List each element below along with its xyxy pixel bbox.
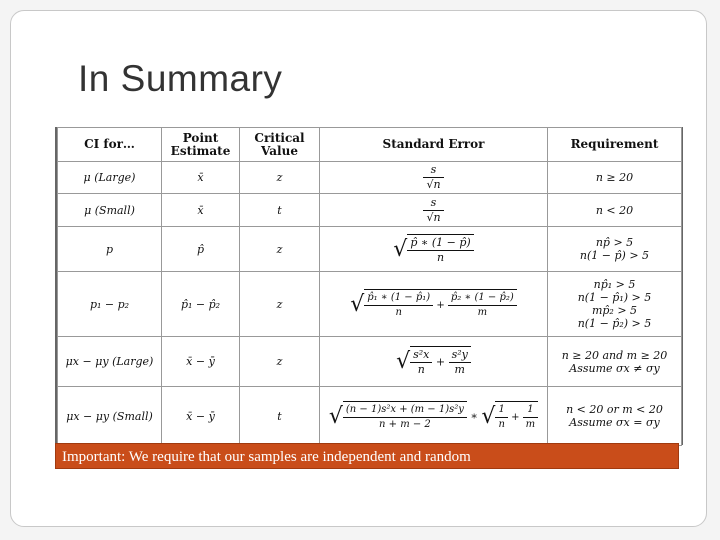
- header-standard-error: Standard Error: [320, 128, 548, 162]
- table-row: [58, 227, 682, 272]
- se-cell: [320, 337, 548, 387]
- se-denominator: √n: [423, 177, 443, 192]
- se-denominator: n + m − 2: [343, 417, 467, 432]
- se-numerator: s: [430, 195, 437, 209]
- req-line: np̂₁ > 5: [593, 278, 636, 291]
- se-denominator: m: [523, 417, 538, 432]
- req-line: n ≥ 20 and m ≥ 20: [561, 348, 668, 362]
- se-fraction: [343, 403, 467, 432]
- estimate-cell: x̄: [162, 194, 240, 227]
- estimate-cell: x̄ − ȳ: [162, 337, 240, 387]
- req-line: np̂ > 5: [595, 236, 634, 249]
- sqrt-symbol: √ $\frac{\text{s²x}}{n}$ + $\frac{\text{s²y}}{m}$: [396, 346, 471, 377]
- important-banner: Important: We require that our samples are independent and random: [55, 443, 679, 469]
- se-denominator: n: [407, 250, 473, 265]
- se-fraction: [523, 403, 538, 432]
- sqrt-symbol: √ $\frac{p̂ ∗ (1 - p̂)}{n}$: [393, 234, 473, 265]
- req-line: Assume σx ≠ σy: [569, 361, 660, 375]
- req-line: n(1 − p̂₁) > 5: [577, 291, 652, 304]
- estimate-cell: x̄: [162, 162, 240, 194]
- critical-cell: z: [240, 272, 320, 337]
- table-row: [58, 337, 682, 387]
- se-fraction: [448, 291, 517, 320]
- ci-cell: μ (Large): [58, 162, 162, 194]
- req-cell: [548, 162, 682, 194]
- sqrt-symbol: √ $\frac{1}{n}$ + $\frac{1}{m}$: [481, 401, 538, 432]
- ci-cell: p: [58, 227, 162, 272]
- slide-title: In Summary: [78, 58, 283, 99]
- se-numerator: 1: [527, 403, 534, 415]
- critical-cell: z: [240, 227, 320, 272]
- req-line: n < 20 or m < 20: [566, 403, 663, 416]
- se-fraction: [449, 348, 471, 377]
- req-line: n(1 − p̂) > 5: [579, 249, 650, 262]
- table-row: [58, 162, 682, 194]
- req-cell: [548, 272, 682, 337]
- se-denominator: n: [364, 305, 433, 320]
- ci-cell: μx − μy (Large): [58, 337, 162, 387]
- req-line: n < 20: [595, 203, 634, 217]
- header-ci-for: CI for…: [58, 128, 162, 162]
- header-point-estimate: Point Estimate: [162, 128, 240, 162]
- req-cell: [548, 194, 682, 227]
- estimate-cell: p̂₁ − p̂₂: [162, 272, 240, 337]
- estimate-cell: x̄ − ȳ: [162, 387, 240, 446]
- se-fraction: [407, 236, 473, 265]
- critical-cell: t: [240, 387, 320, 446]
- header-critical-value: Critical Value: [240, 128, 320, 162]
- estimate-cell: p̂: [162, 227, 240, 272]
- se-fraction: [423, 196, 443, 225]
- se-cell: √ $\frac{\text{(n − 1)s²x + (m − 1)s²y}}{n + m - 2}$ ∗ √ $\frac{1}{n}$ + $\frac{1}{m}$: [320, 387, 548, 446]
- se-denominator: n: [410, 362, 432, 377]
- critical-cell: t: [240, 194, 320, 227]
- se-denominator: m: [449, 362, 471, 377]
- critical-cell: z: [240, 162, 320, 194]
- se-numerator: s²x: [413, 348, 430, 361]
- se-cell: [320, 194, 548, 227]
- sqrt-symbol: √ $\frac{\text{p̂₁ ∗ (1 − p̂₁)}}{n}$ + $\frac{\text{p̂₂ ∗ (1 − p̂₂)}}{m}$: [350, 289, 517, 320]
- critical-cell: z: [240, 337, 320, 387]
- req-cell: [548, 337, 682, 387]
- ci-cell: μ (Small): [58, 194, 162, 227]
- table-row: [58, 387, 682, 446]
- se-denominator: n: [495, 417, 507, 432]
- se-fraction: [364, 291, 433, 320]
- req-line: Assume σx = σy: [569, 416, 660, 429]
- summary-table: [55, 127, 683, 445]
- se-denominator: √n: [423, 210, 443, 225]
- se-cell: [320, 162, 548, 194]
- se-numerator: p̂₁ ∗ (1 − p̂₁): [367, 291, 431, 303]
- se-numerator: s²y: [451, 348, 468, 361]
- ci-cell: μx − μy (Small): [58, 387, 162, 446]
- req-cell: [548, 227, 682, 272]
- se-numerator: (n − 1)s²x + (m − 1)s²y: [345, 403, 464, 415]
- req-line: mp̂₂ > 5: [591, 304, 638, 317]
- se-numerator: p̂₂ ∗ (1 − p̂₂): [450, 291, 514, 303]
- sqrt-symbol: √ $\frac{\text{(n − 1)s²x + (m − 1)s²y}}{n + m - 2}$: [329, 401, 467, 432]
- req-line: n ≥ 20: [595, 171, 634, 184]
- se-numerator: s: [430, 163, 437, 176]
- se-fraction: [410, 348, 432, 377]
- req-line: n(1 − p̂₂) > 5: [577, 317, 652, 330]
- se-numerator: 1: [498, 403, 505, 415]
- header-requirement: Requirement: [548, 128, 682, 162]
- se-cell: [320, 227, 548, 272]
- table-header-row: [58, 128, 682, 162]
- table-row: [58, 272, 682, 337]
- se-fraction: [423, 163, 443, 192]
- se-fraction: [495, 403, 507, 432]
- table-row: [58, 194, 682, 227]
- se-cell: [320, 272, 548, 337]
- ci-cell: p₁ − p₂: [58, 272, 162, 337]
- req-cell: [548, 387, 682, 446]
- se-numerator: p̂ ∗ (1 − p̂): [410, 235, 471, 249]
- se-denominator: m: [448, 305, 517, 320]
